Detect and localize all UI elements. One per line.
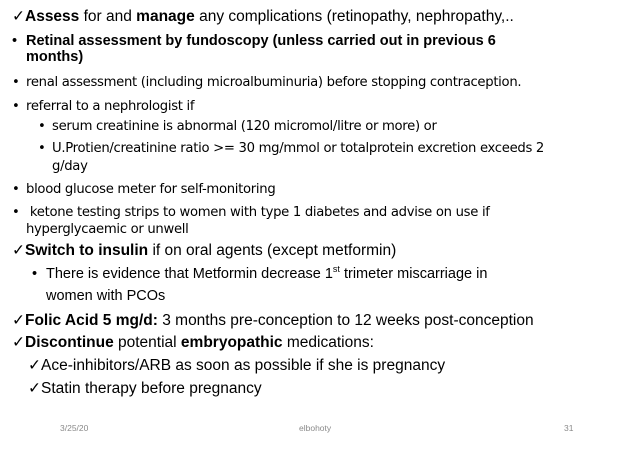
checkmark-icon: ✓ [12, 334, 25, 351]
line-statin [28, 380, 262, 398]
checkmark-icon: ✓ [12, 8, 25, 25]
line-glucose-meter [12, 182, 275, 197]
text: U.Protien/creatinine ratio >= 30 mg/mmol or totalprotein excretion exceeds 2 [52, 141, 545, 156]
line-folic-acid [12, 312, 534, 330]
line-ketone-cont: hyperglycaemic or unwell [26, 222, 189, 237]
checkmark-icon: ✓ [28, 380, 41, 397]
line-renal [12, 75, 521, 90]
text: blood glucose meter for self-monitoring [26, 182, 276, 197]
checkmark-icon: ✓ [28, 357, 41, 374]
text: any complications (retinopathy, nephropathy,.. [194, 8, 514, 25]
footer-page-number: 31 [564, 423, 574, 433]
text-bold: Folic Acid 5 mg/d: [25, 312, 158, 329]
text: trimeter miscarriage in [339, 266, 488, 282]
text-bold: Discontinue [25, 334, 114, 351]
text-bold: Assess [25, 8, 80, 25]
line-protein-cont: g/day [52, 159, 88, 174]
superscript: st [332, 264, 340, 275]
text: Statin therapy before pregnancy [41, 380, 262, 397]
line-protein [38, 141, 544, 156]
line-referral [12, 99, 194, 114]
text-bold: Retinal assessment by fundoscopy (unless carried out in previous 6 [26, 33, 496, 49]
line-retinal [12, 33, 496, 50]
text: ketone testing strips to women with type 1 diabetes and advise on use if [26, 205, 490, 220]
bullet-icon: • [12, 33, 18, 49]
line-creatinine [38, 119, 437, 134]
bullet-icon: • [38, 141, 46, 156]
text: Ace-inhibitors/ARB as soon as possible if she is pregnancy [41, 357, 446, 374]
text-bold: Switch to insulin [25, 242, 149, 259]
footer-date: 3/25/20 [60, 423, 89, 433]
bullet-icon: • [32, 266, 38, 282]
bullet-icon: • [12, 205, 20, 220]
bullet-icon: • [12, 75, 20, 90]
checkmark-icon: ✓ [12, 312, 25, 329]
line-discontinue [12, 334, 374, 352]
text: for and [79, 8, 137, 25]
checkmark-icon: ✓ [12, 242, 25, 259]
line-metformin-cont: women with PCOs [46, 288, 166, 304]
line-ace-inhibitors [28, 357, 445, 375]
text: potential [113, 334, 181, 351]
text: serum creatinine is abnormal (120 micromol/litre or more) or [52, 119, 437, 134]
bullet-icon: • [12, 99, 20, 114]
text: medications: [282, 334, 374, 351]
text: renal assessment (including microalbuminuria) before stopping contraception. [26, 75, 522, 90]
text: referral to a nephrologist if [26, 99, 195, 114]
line-insulin [12, 242, 396, 260]
text-bold: manage [136, 8, 195, 25]
line-metformin [32, 266, 487, 283]
text-bold: embryopathic [180, 334, 283, 351]
text: There is evidence that Metformin decrease 1 [46, 266, 333, 282]
line-ketone [12, 205, 490, 220]
text: if on oral agents (except metformin) [148, 242, 397, 259]
bullet-icon: • [12, 182, 20, 197]
line-retinal-cont: months) [26, 49, 84, 65]
bullet-icon: • [38, 119, 46, 134]
footer-author: elbohoty [299, 423, 332, 433]
line-assess [12, 8, 514, 26]
text: 3 months pre-conception to 12 weeks post-conception [157, 312, 534, 329]
